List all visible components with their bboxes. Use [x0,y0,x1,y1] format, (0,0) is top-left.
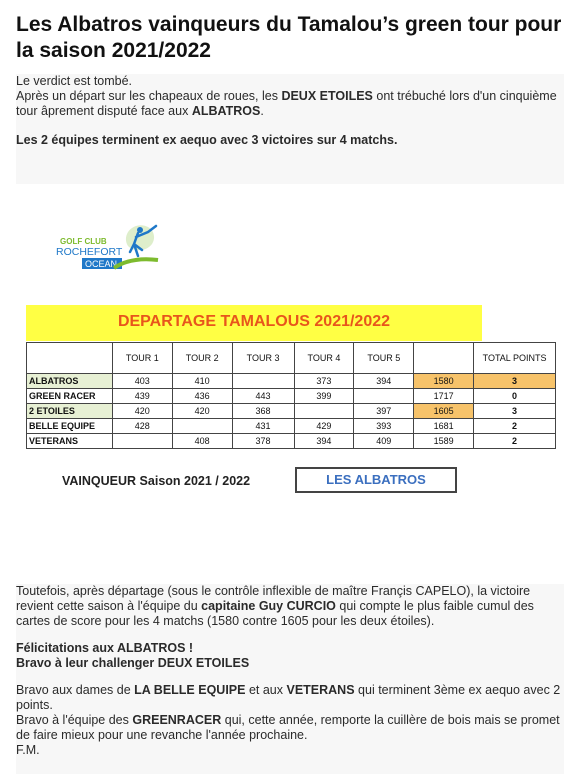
team-veterans: VETERANS [286,683,355,697]
score-points: 3 [474,374,556,389]
body-paragraph-1 [16,584,564,629]
score-tour-3: 368 [232,404,294,419]
table-title-banner [26,305,482,341]
score-total: 1717 [414,389,474,404]
body-paragraph-3 [16,713,564,743]
table-row [27,434,556,449]
header-tour-5: TOUR 5 [354,343,414,374]
score-tour-1: 428 [112,419,172,434]
header-total-points: TOTAL POINTS [474,343,556,374]
intro-paragraph [16,89,564,119]
scores-table [26,342,556,449]
score-points: 2 [474,419,556,434]
body-text: Bravo à l'équipe des [16,713,133,727]
team-greenracer: GREENRACER [132,713,222,727]
logo-line-1: GOLF CLUB [60,237,107,246]
score-tour-3: 378 [232,434,294,449]
article-title: Les Albatros vainqueurs du Tamalou’s green tour pour la saison 2021/2022 [16,13,562,62]
header-total [414,343,474,374]
team-name: GREEN RACER [27,389,113,404]
score-tour-2: 410 [172,374,232,389]
score-tour-2: 408 [172,434,232,449]
score-tour-4 [294,404,354,419]
logo-line-3: OCEAN [85,259,118,269]
score-total: 1580 [414,374,474,389]
score-tour-3 [232,374,294,389]
score-tour-2: 420 [172,404,232,419]
team-name: BELLE EQUIPE [27,419,113,434]
team-name: VETERANS [27,434,113,449]
score-tour-5: 394 [354,374,414,389]
body-text: qui, cette année, remporte la cuillère de bois mais se promet de faire mieux pour une revanche l'année prochaine. [16,713,560,742]
score-total: 1605 [414,404,474,419]
table-title: DEPARTAGE TAMALOUS 2021/2022 [117,313,391,330]
team-name: ALBATROS [27,374,113,389]
intro-text-e: . [260,104,264,118]
header-team [27,343,113,374]
body-text: Bravo aux dames de [16,683,135,697]
score-points: 3 [474,404,556,419]
score-tour-5: 409 [354,434,414,449]
team-name: 2 ETOILES [27,404,113,419]
body-text: qui terminent 3ème ex aequo avec 2 points. [16,683,561,712]
score-tour-2 [172,419,232,434]
score-points: 2 [474,434,556,449]
score-total: 1681 [414,419,474,434]
score-tour-5: 393 [354,419,414,434]
score-tour-4: 373 [294,374,354,389]
signature: F.M. [16,743,40,757]
header-tour-3: TOUR 3 [232,343,294,374]
score-tour-3: 443 [232,389,294,404]
intro-summary: Les 2 équipes terminent ex aequo avec 3 victoires sur 4 matchs. [16,133,398,147]
winner-value: LES ALBATROS [295,467,457,493]
winner-label: VAINQUEUR Saison 2021 / 2022 [62,474,251,488]
table-row [27,404,556,419]
body-block [16,584,564,774]
table-header-row [27,343,556,374]
golfer-icon [126,225,156,256]
team-belle-equipe: LA BELLE EQUIPE [134,683,246,697]
intro-team-albatros: ALBATROS [191,104,261,118]
congrats-text-2: Bravo à leur challenger DEUX ETOILES [16,656,250,670]
intro-text-a: Après un départ sur les chapeaux de roues, les [16,89,282,103]
score-tour-1: 420 [112,404,172,419]
table-row [27,419,556,434]
intro-team-deux-etoiles: DEUX ETOILES [281,89,373,103]
body-text: et aux [245,683,287,697]
body-text: Toutefois, après départage (sous le contrôle inflexible de maître Françis CAPELO), la victoire revient cette saison à l'équipe du [16,584,531,613]
congrats-line-2 [16,656,564,671]
golf-club-logo [54,222,164,278]
intro-text-c: ont trébuché lors d'un cinquième tour âprement disputé face aux [16,89,557,118]
header-tour-2: TOUR 2 [172,343,232,374]
table-row [27,374,556,389]
score-points: 0 [474,389,556,404]
score-tour-1: 439 [112,389,172,404]
score-tour-4: 429 [294,419,354,434]
score-tour-4: 399 [294,389,354,404]
score-tour-2: 436 [172,389,232,404]
score-tour-3: 431 [232,419,294,434]
header-tour-4: TOUR 4 [294,343,354,374]
intro-line-1: Le verdict est tombé. [16,74,133,88]
body-text: qui compte le plus faible cumul des cartes de score pour les 4 matchs (1580 contre 1605 pour les deux étoiles). [16,599,534,628]
score-tour-1: 403 [112,374,172,389]
congrats-line-1 [16,641,564,656]
captain-name: capitaine Guy CURCIO [201,599,336,613]
score-tour-5: 397 [354,404,414,419]
score-tour-4: 394 [294,434,354,449]
logo-line-2: ROCHEFORT [56,246,123,258]
score-total: 1589 [414,434,474,449]
table-row [27,389,556,404]
score-tour-5 [354,389,414,404]
intro-block [16,74,564,184]
congrats-text-1: Félicitations aux ALBATROS ! [16,641,194,655]
score-tour-1 [112,434,172,449]
body-paragraph-2 [16,683,564,713]
header-tour-1: TOUR 1 [112,343,172,374]
